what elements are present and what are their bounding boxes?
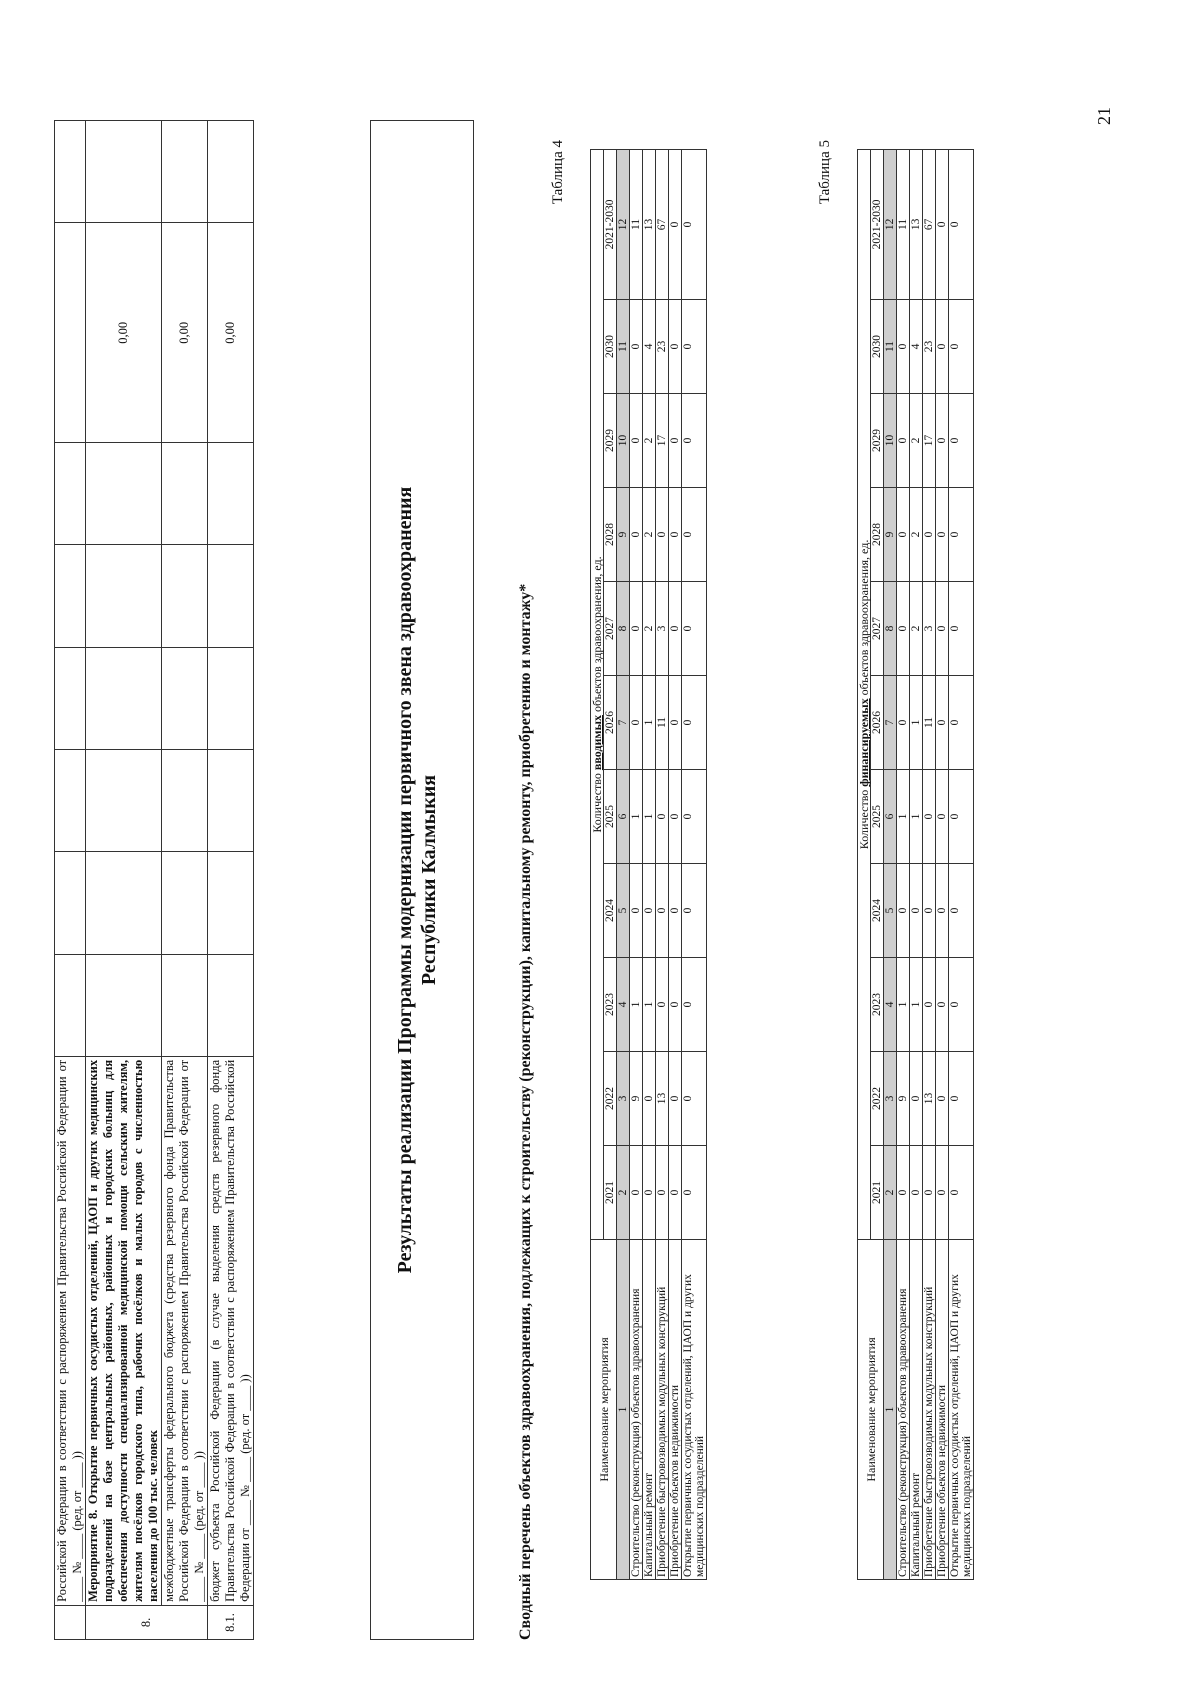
index-cell: 11 xyxy=(884,300,897,394)
row-name: Капитальный ремонт xyxy=(910,1240,923,1580)
row-value: 0 xyxy=(936,958,949,1052)
year-header: 2029 xyxy=(871,394,884,488)
table-row xyxy=(208,121,254,1640)
row-value: 1 xyxy=(643,958,656,1052)
table-row xyxy=(630,149,643,1579)
row-value: 0 xyxy=(936,1052,949,1146)
row-value: 0 xyxy=(630,1146,643,1240)
rotated-page-content xyxy=(42,80,1132,1640)
row-value: 3 xyxy=(656,582,669,676)
row-value: 0 xyxy=(923,1146,936,1240)
name-column-header: Наименование мероприятия xyxy=(858,1240,884,1580)
row-value: 0 xyxy=(669,864,682,958)
row-name: Приобретение быстровозводимых модульных конструкций xyxy=(656,1240,669,1580)
row-value: 0 xyxy=(936,1146,949,1240)
title-line-2: Республики Калмыкия xyxy=(418,774,440,986)
row-value: 0 xyxy=(949,958,974,1052)
row-number: 8. xyxy=(86,1605,208,1639)
row-value: 0 xyxy=(936,582,949,676)
index-cell: 8 xyxy=(617,582,630,676)
summary-heading: Сводный перечень объектов здравоохранения, подлежащих к строительству (реконструкции), капитальному ремонту, приобретению и монтажу* xyxy=(517,583,534,1640)
row-value: 0 xyxy=(682,958,707,1052)
row-value: 0 xyxy=(936,676,949,770)
row-value: 0 xyxy=(936,770,949,864)
year-header: 2021 xyxy=(604,1146,617,1240)
row-value: 0 xyxy=(923,958,936,1052)
row-value: 0 xyxy=(669,582,682,676)
row-name: Открытие первичных сосудистых отделений, ЦАОП и других медицинских подразделений xyxy=(949,1240,974,1580)
row-value: 0 xyxy=(682,1146,707,1240)
table-row xyxy=(86,121,162,1640)
row-value: 0 xyxy=(910,1146,923,1240)
index-cell: 5 xyxy=(884,864,897,958)
row-value: 17 xyxy=(923,394,936,488)
row-value: 0 xyxy=(936,488,949,582)
header-row xyxy=(858,149,871,1579)
index-cell: 9 xyxy=(884,488,897,582)
row-value: 1 xyxy=(897,958,910,1052)
row-value: 0 xyxy=(630,488,643,582)
row-value: 0,00 xyxy=(86,223,162,443)
header-row xyxy=(591,149,604,1579)
year-header: 2025 xyxy=(871,770,884,864)
row-value: 0 xyxy=(897,582,910,676)
row-value: 0 xyxy=(949,864,974,958)
row-value: 0 xyxy=(949,300,974,394)
table-row xyxy=(923,149,936,1579)
row-value: 0 xyxy=(643,864,656,958)
row-value: 0 xyxy=(682,149,707,299)
row-value: 0 xyxy=(630,582,643,676)
index-row xyxy=(617,149,630,1579)
year-header: 2021-2030 xyxy=(604,149,617,299)
table-row xyxy=(55,121,86,1640)
row-value: 0 xyxy=(682,300,707,394)
row-value: 0 xyxy=(656,1146,669,1240)
row-name: Приобретение быстровозводимых модульных конструкций xyxy=(923,1240,936,1580)
row-value: 13 xyxy=(643,149,656,299)
index-cell: 2 xyxy=(617,1146,630,1240)
row-value: 2 xyxy=(910,488,923,582)
page-number: 21 xyxy=(1094,107,1114,125)
row-value: 13 xyxy=(910,149,923,299)
row-value: 11 xyxy=(656,676,669,770)
year-header: 2023 xyxy=(604,958,617,1052)
row-value: 11 xyxy=(923,676,936,770)
index-cell: 7 xyxy=(884,676,897,770)
index-row xyxy=(884,149,897,1579)
count-header: Количество вводимых объектов здравоохранения, ед. xyxy=(591,149,604,1239)
year-header: 2030 xyxy=(871,300,884,394)
year-header: 2024 xyxy=(871,864,884,958)
year-header: 2028 xyxy=(871,488,884,582)
row-value: 0 xyxy=(682,394,707,488)
row-value: 1 xyxy=(910,676,923,770)
row-value: 0 xyxy=(936,864,949,958)
row-value: 1 xyxy=(897,770,910,864)
row-value: 1 xyxy=(643,676,656,770)
row-value: 0 xyxy=(923,770,936,864)
row-value: 0 xyxy=(669,1052,682,1146)
row-value: 0 xyxy=(949,488,974,582)
row-value: 2 xyxy=(643,394,656,488)
table-row xyxy=(643,149,656,1579)
year-header: 2027 xyxy=(871,582,884,676)
index-cell: 5 xyxy=(617,864,630,958)
table5 xyxy=(857,149,974,1580)
row-value: 0 xyxy=(669,149,682,299)
index-cell: 1 xyxy=(617,1240,630,1580)
row-value: 0 xyxy=(949,149,974,299)
row-name: Капитальный ремонт xyxy=(643,1240,656,1580)
index-cell: 4 xyxy=(884,958,897,1052)
row-value: 23 xyxy=(923,300,936,394)
name-column-header: Наименование мероприятия xyxy=(591,1240,617,1580)
row-value: 0 xyxy=(682,770,707,864)
row-name: Приобретение объектов недвижимости xyxy=(669,1240,682,1580)
row-value: 0 xyxy=(630,300,643,394)
row-value: 0 xyxy=(936,149,949,299)
row-value: 0,00 xyxy=(162,223,208,443)
row-number: 8.1. xyxy=(208,1605,254,1639)
row-value: 1 xyxy=(643,770,656,864)
row-value: 0 xyxy=(643,1052,656,1146)
row-value: 1 xyxy=(910,958,923,1052)
row-value: 0 xyxy=(682,1052,707,1146)
row-value: 2 xyxy=(643,488,656,582)
row-description: Мероприятие 8. Открытие первичных сосудистых отделений, ЦАОП и других медицинских подразделений на базе центральных районных, районных и городских больниц для обеспечения доступности специализированной медицинской помощи сельским жителям, жителям посёлков городского типа, рабочих посёлков и малых городов с численностью населения до 100 тыс. человек xyxy=(86,1056,162,1605)
row-value: 0 xyxy=(949,770,974,864)
row-value: 0 xyxy=(630,394,643,488)
table-row xyxy=(910,149,923,1579)
section-title xyxy=(370,120,474,1640)
row-value: 0 xyxy=(897,1146,910,1240)
index-cell: 10 xyxy=(884,394,897,488)
index-cell: 1 xyxy=(884,1240,897,1580)
row-value: 0 xyxy=(897,300,910,394)
row-value: 4 xyxy=(910,300,923,394)
row-value: 0 xyxy=(936,394,949,488)
year-header: 2028 xyxy=(604,488,617,582)
row-value: 0 xyxy=(643,1146,656,1240)
year-header: 2026 xyxy=(871,676,884,770)
row-value: 0 xyxy=(669,394,682,488)
funding-fragment-table xyxy=(54,120,254,1640)
row-value: 0 xyxy=(656,488,669,582)
row-value: 17 xyxy=(656,394,669,488)
index-cell: 3 xyxy=(617,1052,630,1146)
table-row xyxy=(936,149,949,1579)
row-value: 0 xyxy=(669,958,682,1052)
row-value: 0 xyxy=(897,676,910,770)
row-value: 2 xyxy=(910,394,923,488)
row-value: 0 xyxy=(682,864,707,958)
index-cell: 12 xyxy=(884,149,897,299)
row-value: 9 xyxy=(897,1052,910,1146)
index-cell: 3 xyxy=(884,1052,897,1146)
table-row xyxy=(656,149,669,1579)
row-value: 0 xyxy=(897,488,910,582)
index-cell: 11 xyxy=(617,300,630,394)
year-header: 2022 xyxy=(871,1052,884,1146)
year-header: 2029 xyxy=(604,394,617,488)
row-value: 0 xyxy=(630,864,643,958)
index-cell: 6 xyxy=(884,770,897,864)
index-cell: 12 xyxy=(617,149,630,299)
row-name: Строительство (реконструкция) объектов здравоохранения xyxy=(630,1240,643,1580)
year-header: 2025 xyxy=(604,770,617,864)
row-value: 0 xyxy=(682,676,707,770)
row-value: 0 xyxy=(656,864,669,958)
row-value: 0 xyxy=(669,1146,682,1240)
row-value: 23 xyxy=(656,300,669,394)
row-value: 0 xyxy=(630,676,643,770)
row-description: бюджет субъекта Российской Федерации (в случае выделения средств резервного фонда Правительства Российской Федерации в соответствии с распоряжением Правительства Российской Федерации от ____ № ____ (ред. от ____ )) xyxy=(208,1056,254,1605)
row-value: 0 xyxy=(897,394,910,488)
table-row xyxy=(162,121,208,1640)
row-value: 0 xyxy=(949,676,974,770)
row-value: 0 xyxy=(682,582,707,676)
row-value: 1 xyxy=(630,770,643,864)
table4 xyxy=(590,149,707,1580)
row-value: 0 xyxy=(897,864,910,958)
row-value: 3 xyxy=(923,582,936,676)
table-row xyxy=(682,149,707,1579)
row-value: 0 xyxy=(669,488,682,582)
row-value: 4 xyxy=(643,300,656,394)
year-header: 2021 xyxy=(871,1146,884,1240)
year-header: 2024 xyxy=(604,864,617,958)
row-value: 0 xyxy=(669,770,682,864)
year-header: 2022 xyxy=(604,1052,617,1146)
row-description: Российской Федерации в соответствии с распоряжением Правительства Российской Федерации от ____ № ____ (ред. от ____ )) xyxy=(55,1056,86,1605)
table-row xyxy=(669,149,682,1579)
row-value: 0,00 xyxy=(208,223,254,443)
row-value: 0 xyxy=(682,488,707,582)
row-value: 0 xyxy=(949,582,974,676)
row-value: 0 xyxy=(949,1052,974,1146)
row-value: 13 xyxy=(656,1052,669,1146)
row-value: 0 xyxy=(923,488,936,582)
row-value: 0 xyxy=(936,300,949,394)
row-name: Открытие первичных сосудистых отделений, ЦАОП и других медицинских подразделений xyxy=(682,1240,707,1580)
index-cell: 7 xyxy=(617,676,630,770)
count-header: Количество финансируемых объектов здравоохранения, ед. xyxy=(858,149,871,1239)
row-value: 9 xyxy=(630,1052,643,1146)
row-value: 11 xyxy=(897,149,910,299)
table4-caption: Таблица 4 xyxy=(550,140,566,205)
year-header: 2027 xyxy=(604,582,617,676)
row-value: 67 xyxy=(656,149,669,299)
table5-caption: Таблица 5 xyxy=(817,140,833,205)
row-name: Приобретение объектов недвижимости xyxy=(936,1240,949,1580)
row-number xyxy=(55,1605,86,1639)
index-cell: 2 xyxy=(884,1146,897,1240)
row-value: 0 xyxy=(923,864,936,958)
index-cell: 8 xyxy=(884,582,897,676)
year-header: 2030 xyxy=(604,300,617,394)
row-value: 13 xyxy=(923,1052,936,1146)
index-cell: 4 xyxy=(617,958,630,1052)
row-value: 11 xyxy=(630,149,643,299)
row-value: 0 xyxy=(669,676,682,770)
index-cell: 6 xyxy=(617,770,630,864)
row-value: 0 xyxy=(656,770,669,864)
row-value: 0 xyxy=(949,394,974,488)
title-line-1: Результаты реализации Программы модернизации первичного звена здравоохранения xyxy=(394,486,416,1274)
row-value: 2 xyxy=(643,582,656,676)
row-value: 0 xyxy=(910,1052,923,1146)
row-value: 0 xyxy=(949,1146,974,1240)
index-cell: 9 xyxy=(617,488,630,582)
row-value: 67 xyxy=(923,149,936,299)
row-name: Строительство (реконструкция) объектов здравоохранения xyxy=(897,1240,910,1580)
row-value: 2 xyxy=(910,582,923,676)
year-header: 2023 xyxy=(871,958,884,1052)
year-header: 2021-2030 xyxy=(871,149,884,299)
table-row xyxy=(949,149,974,1579)
row-value: 1 xyxy=(630,958,643,1052)
row-value: 0 xyxy=(669,300,682,394)
index-cell: 10 xyxy=(617,394,630,488)
year-header: 2026 xyxy=(604,676,617,770)
row-description: межбюджетные трансферты федерального бюджета (средства резервного фонда Правительства Российской Федерации в соответствии с распоряжением Правительства Российской Федерации от ____ № ____ (ред. от ____ )) xyxy=(162,1056,208,1605)
row-value: 0 xyxy=(656,958,669,1052)
row-value: 0 xyxy=(910,864,923,958)
row-value: 1 xyxy=(910,770,923,864)
table-row xyxy=(897,149,910,1579)
